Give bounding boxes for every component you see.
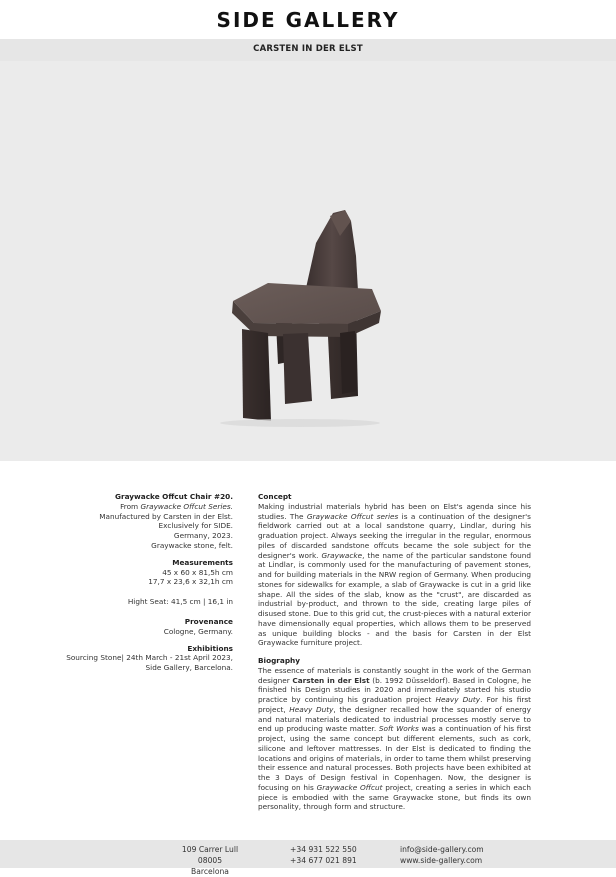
provenance-heading: Provenance [184, 616, 233, 626]
chair-illustration [0, 61, 616, 461]
bio-project-3: Graywacke Offcut [316, 782, 383, 792]
footer-phones [290, 844, 370, 866]
provenance-value: Cologne, Germany. [163, 626, 233, 636]
product-details [40, 492, 233, 673]
chair-photo [0, 61, 616, 461]
bio-project-2: Soft Works [378, 724, 419, 734]
product-series [40, 502, 233, 512]
text-column [258, 492, 531, 812]
email-link[interactable]: info@side-gallery.com [400, 845, 484, 854]
concept-stone-name: Graywacke [321, 550, 363, 560]
bio-text-4: , the designer recalled how the squander of energy and natural materials dedicated to industrial processes mostly serve to end up producing waste matter. [258, 704, 532, 734]
exhibition-line-1: Sourcing Stone| 24th March - 21st April 2023, [66, 653, 233, 663]
concept-paragraph [258, 502, 531, 648]
concept-heading: Concept [258, 492, 292, 501]
footer [0, 840, 616, 876]
phone-2[interactable]: +34 677 021 891 [290, 856, 357, 865]
website-link[interactable]: www.side-gallery.com [400, 856, 483, 865]
product-materials: Graywacke stone, felt. [151, 540, 233, 550]
bio-project-1: Heavy Duty [435, 695, 481, 704]
series-prefix: From [120, 501, 141, 511]
product-origin: Germany, 2023. [173, 531, 233, 541]
gallery-title: SIDE GALLERY [216, 8, 400, 32]
bio-project-1b: Heavy Duty [289, 704, 334, 714]
bio-text-2: (b. 1992 Düsseldorf). Based in Cologne, he finished his Design studies in 2020 and immediately started his studio practice by continuing his graduation project [258, 675, 531, 704]
measurements-heading: Measurements [172, 557, 233, 567]
concept-text-1: Making industrial materials hybrid has been on Elst's agenda since his studies. The [258, 501, 531, 521]
series-name: Graywacke Offcut Series. [140, 501, 233, 511]
seat-height: Hight Seat: 41,5 cm | 16,1 in [127, 597, 233, 607]
address-line-2: 08005 Barcelona [191, 856, 229, 876]
bio-text-6: project, creating a series in which each piece is embodied with the same Graywacke stone, but finds its own personality, through form and structure. [258, 782, 532, 812]
measurements-in: 17,7 x 23,6 x 32,1h cm [148, 577, 233, 587]
concept-series-name: Graywacke Offcut series [306, 511, 399, 521]
bio-text-5: was a continuation of his first project, using the same concept but different elements, such as cork, silicone and leftover mattresses. In der Elst is dedicated to finding the locations and origins of materials, in order to tame them whilst preserving their essence and natural processes. Both projects have been exhibited at the 3 Days of Design festival in Copenhagen. Now, the designer is focusing on his [258, 724, 531, 792]
exhibitions-heading: Exhibitions [187, 643, 233, 653]
product-title: Graywacke Offcut Chair #20. [115, 492, 233, 501]
bio-text-3: . For his first project, [258, 695, 531, 714]
bio-text-1: The essence of materials is constantly sought in the work of the German designer [258, 665, 531, 685]
product-exclusive: Exclusively for SIDE. [158, 521, 233, 531]
concept-text-2: is a continuation of the designer's fieldwork carried out at a local sandstone quarry, Lindlar, during his graduation project. Always seeking the irregular in the regular, enormous piles of discarded sandstone offcuts became the sole subject for the designer's work. [258, 511, 531, 560]
address-line-1: 109 Carrer Lull [181, 845, 239, 854]
phone-1[interactable]: +34 931 522 550 [290, 845, 357, 854]
designer-band [0, 39, 616, 61]
biography-paragraph [258, 666, 531, 812]
exhibition-line-2: Side Gallery, Barcelona. [145, 663, 233, 673]
product-manufacturer: Manufactured by Carsten in der Elst. [99, 511, 233, 521]
footer-contact [400, 844, 500, 866]
designer-name: CARSTEN IN DER ELST [253, 44, 363, 54]
measurements-cm: 45 x 60 x 81,5h cm [162, 567, 233, 577]
footer-address [178, 844, 242, 877]
concept-text-3: , the name of the particular sandstone found at Lindlar, is commonly used for the manufacturing of pavement stones, and for building materials in the NRW region of Germany. When producing stones for sidewalks for example, a slab of Graywacke is cut in a grid like shape. All the sides of the slab, know as the "crust", are discarded as industrial by-product, and thrown to the side, creating large piles of disused stone. Due to this grid cut, the crust-pieces with a natural exterior have dimensionally equal properties, which allows them to be preserved as unique building blocks - and the basis for Carsten in der Elst Graywacke furniture project. [258, 550, 531, 648]
biography-heading: Biography [258, 656, 300, 665]
bio-designer-name: Carsten in der Elst [292, 675, 370, 685]
